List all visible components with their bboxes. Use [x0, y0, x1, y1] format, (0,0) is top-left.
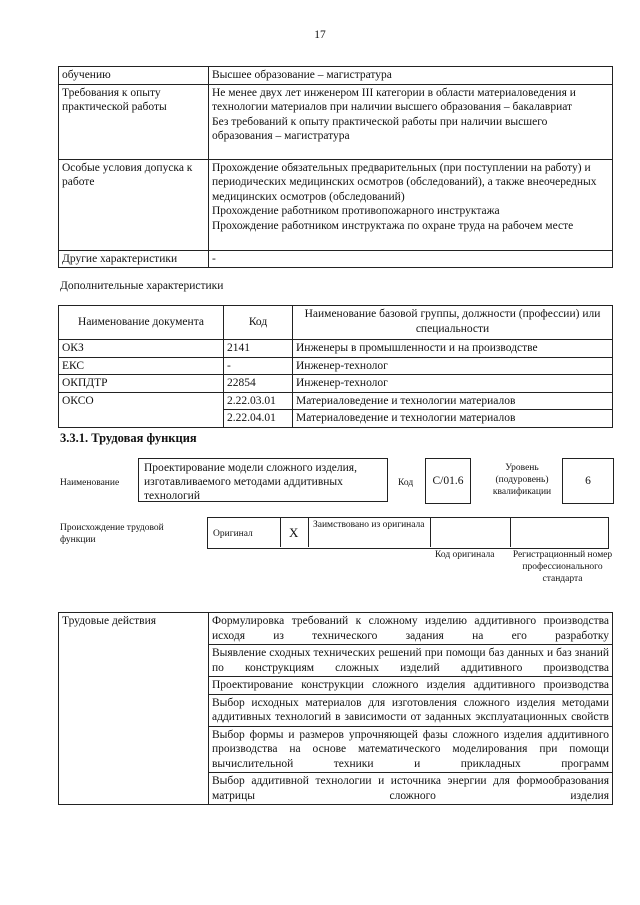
- labor-action-item: Проектирование конструкции сложного изделия аддитивного производства: [209, 677, 613, 695]
- labor-action-item: Выбор аддитивной технологии и источника энергии для формообразования матрицы сложного изделия: [209, 773, 613, 805]
- row-value: Высшее образование – магистратура: [209, 67, 613, 85]
- code-cell: 2141: [224, 340, 293, 358]
- page-number: 17: [314, 29, 326, 41]
- labor-action-item: Выбор формы и размеров упрочняющей фазы сложного изделия аддитивного производства на основе математического моделирования при помощи вычислительной техники и прикладных программ: [209, 726, 613, 773]
- reg-number-label: Регистрационный номер профессионального стандарта: [512, 550, 613, 584]
- table-row: [59, 613, 613, 645]
- value-line: Прохождение работником инструктажа по охране труда на рабочем месте: [212, 219, 574, 232]
- origin-divider: [280, 517, 281, 547]
- function-name: Проектирование модели сложного изделия, изготавливаемого методами аддитивных технологий: [138, 458, 388, 502]
- function-code: C/01.6: [425, 458, 471, 504]
- level-value: 6: [562, 458, 614, 504]
- value-line: Прохождение обязательных предварительных (при поступлении на работу) и периодических медицинских осмотров (обследований), а также внеочередных медицинских осмотров (обследований): [212, 161, 597, 203]
- doc-cell: ЕКС: [59, 357, 224, 375]
- row-label: Другие характеристики: [59, 250, 209, 268]
- value-line: Без требований к опыту практической работы при наличии высшего образования – магистратура: [212, 115, 548, 142]
- row-value: [209, 159, 613, 250]
- code-cell: 2.22.04.01: [224, 410, 293, 428]
- origin-divider: [430, 517, 431, 547]
- code-cell: 2.22.03.01: [224, 392, 293, 410]
- row-value: -: [209, 250, 613, 268]
- labor-action-item: Выбор исходных материалов для изготовления сложного изделия методами аддитивных технологий в зависимости от заданных эксплуатационных свойств: [209, 694, 613, 726]
- additional-table: [58, 305, 613, 428]
- name-label: Наименование: [60, 478, 120, 488]
- col-header-doc: Наименование документа: [59, 306, 224, 340]
- table-row: [59, 375, 613, 393]
- labor-action-item: Формулировка требований к сложному изделию аддитивного производства исходя из технического задания на его разработку: [209, 613, 613, 645]
- table-row: [59, 84, 613, 159]
- section-heading: 3.3.1. Трудовая функция: [60, 431, 197, 445]
- labor-actions-label: Трудовые действия: [59, 613, 209, 805]
- row-label: обучению: [59, 67, 209, 85]
- name-cell: Инженер-технолог: [293, 357, 613, 375]
- value-line: Прохождение работником противопожарного инструктажа: [212, 205, 500, 217]
- name-cell: Материаловедение и технологии материалов: [293, 392, 613, 410]
- doc-cell: ОКПДТР: [59, 375, 224, 393]
- level-label: Уровень (подуровень) квалификации: [492, 463, 552, 497]
- name-cell: Инженеры в промышленности и на производстве: [293, 340, 613, 358]
- table-header-row: [59, 306, 613, 340]
- table-row: [59, 159, 613, 250]
- name-cell: Материаловедение и технологии материалов: [293, 410, 613, 428]
- row-label: Особые условия допуска к работе: [59, 159, 209, 250]
- origin-label: Происхождение трудовой функции: [60, 523, 164, 545]
- table-row: [59, 250, 613, 268]
- origin-divider: [308, 517, 309, 547]
- table-row: [59, 67, 613, 85]
- table-row: [59, 340, 613, 358]
- code-cell: -: [224, 357, 293, 375]
- value-line: Не менее двух лет инженером III категории в области материаловедения и технологии материалов при наличии высшего образования – бакалавриат: [212, 86, 576, 113]
- code-label: Код: [398, 478, 414, 488]
- borrowed-label: Заимствовано из оригинала: [313, 520, 425, 530]
- original-mark: X: [289, 525, 299, 540]
- origin-code-label: Код оригинала: [435, 550, 495, 560]
- col-header-code: Код: [224, 306, 293, 340]
- additional-heading: Дополнительные характеристики: [60, 280, 224, 292]
- name-cell: Инженер-технолог: [293, 375, 613, 393]
- row-value: [209, 84, 613, 159]
- doc-cell: ОКСО: [59, 392, 224, 427]
- row-label: Требования к опыту практической работы: [59, 84, 209, 159]
- doc-cell: ОКЗ: [59, 340, 224, 358]
- origin-divider: [510, 517, 511, 547]
- qualification-table: [58, 66, 613, 268]
- labor-actions-table: [58, 612, 613, 805]
- code-cell: 22854: [224, 375, 293, 393]
- col-header-name: Наименование базовой группы, должности (профессии) или специальности: [293, 306, 613, 340]
- labor-action-item: Выявление сходных технических решений при помощи баз данных и баз знаний по конструкциям сложных изделий аддитивного производства: [209, 645, 613, 677]
- original-label: Оригинал: [213, 529, 253, 539]
- table-row: [59, 357, 613, 375]
- table-row: [59, 392, 613, 410]
